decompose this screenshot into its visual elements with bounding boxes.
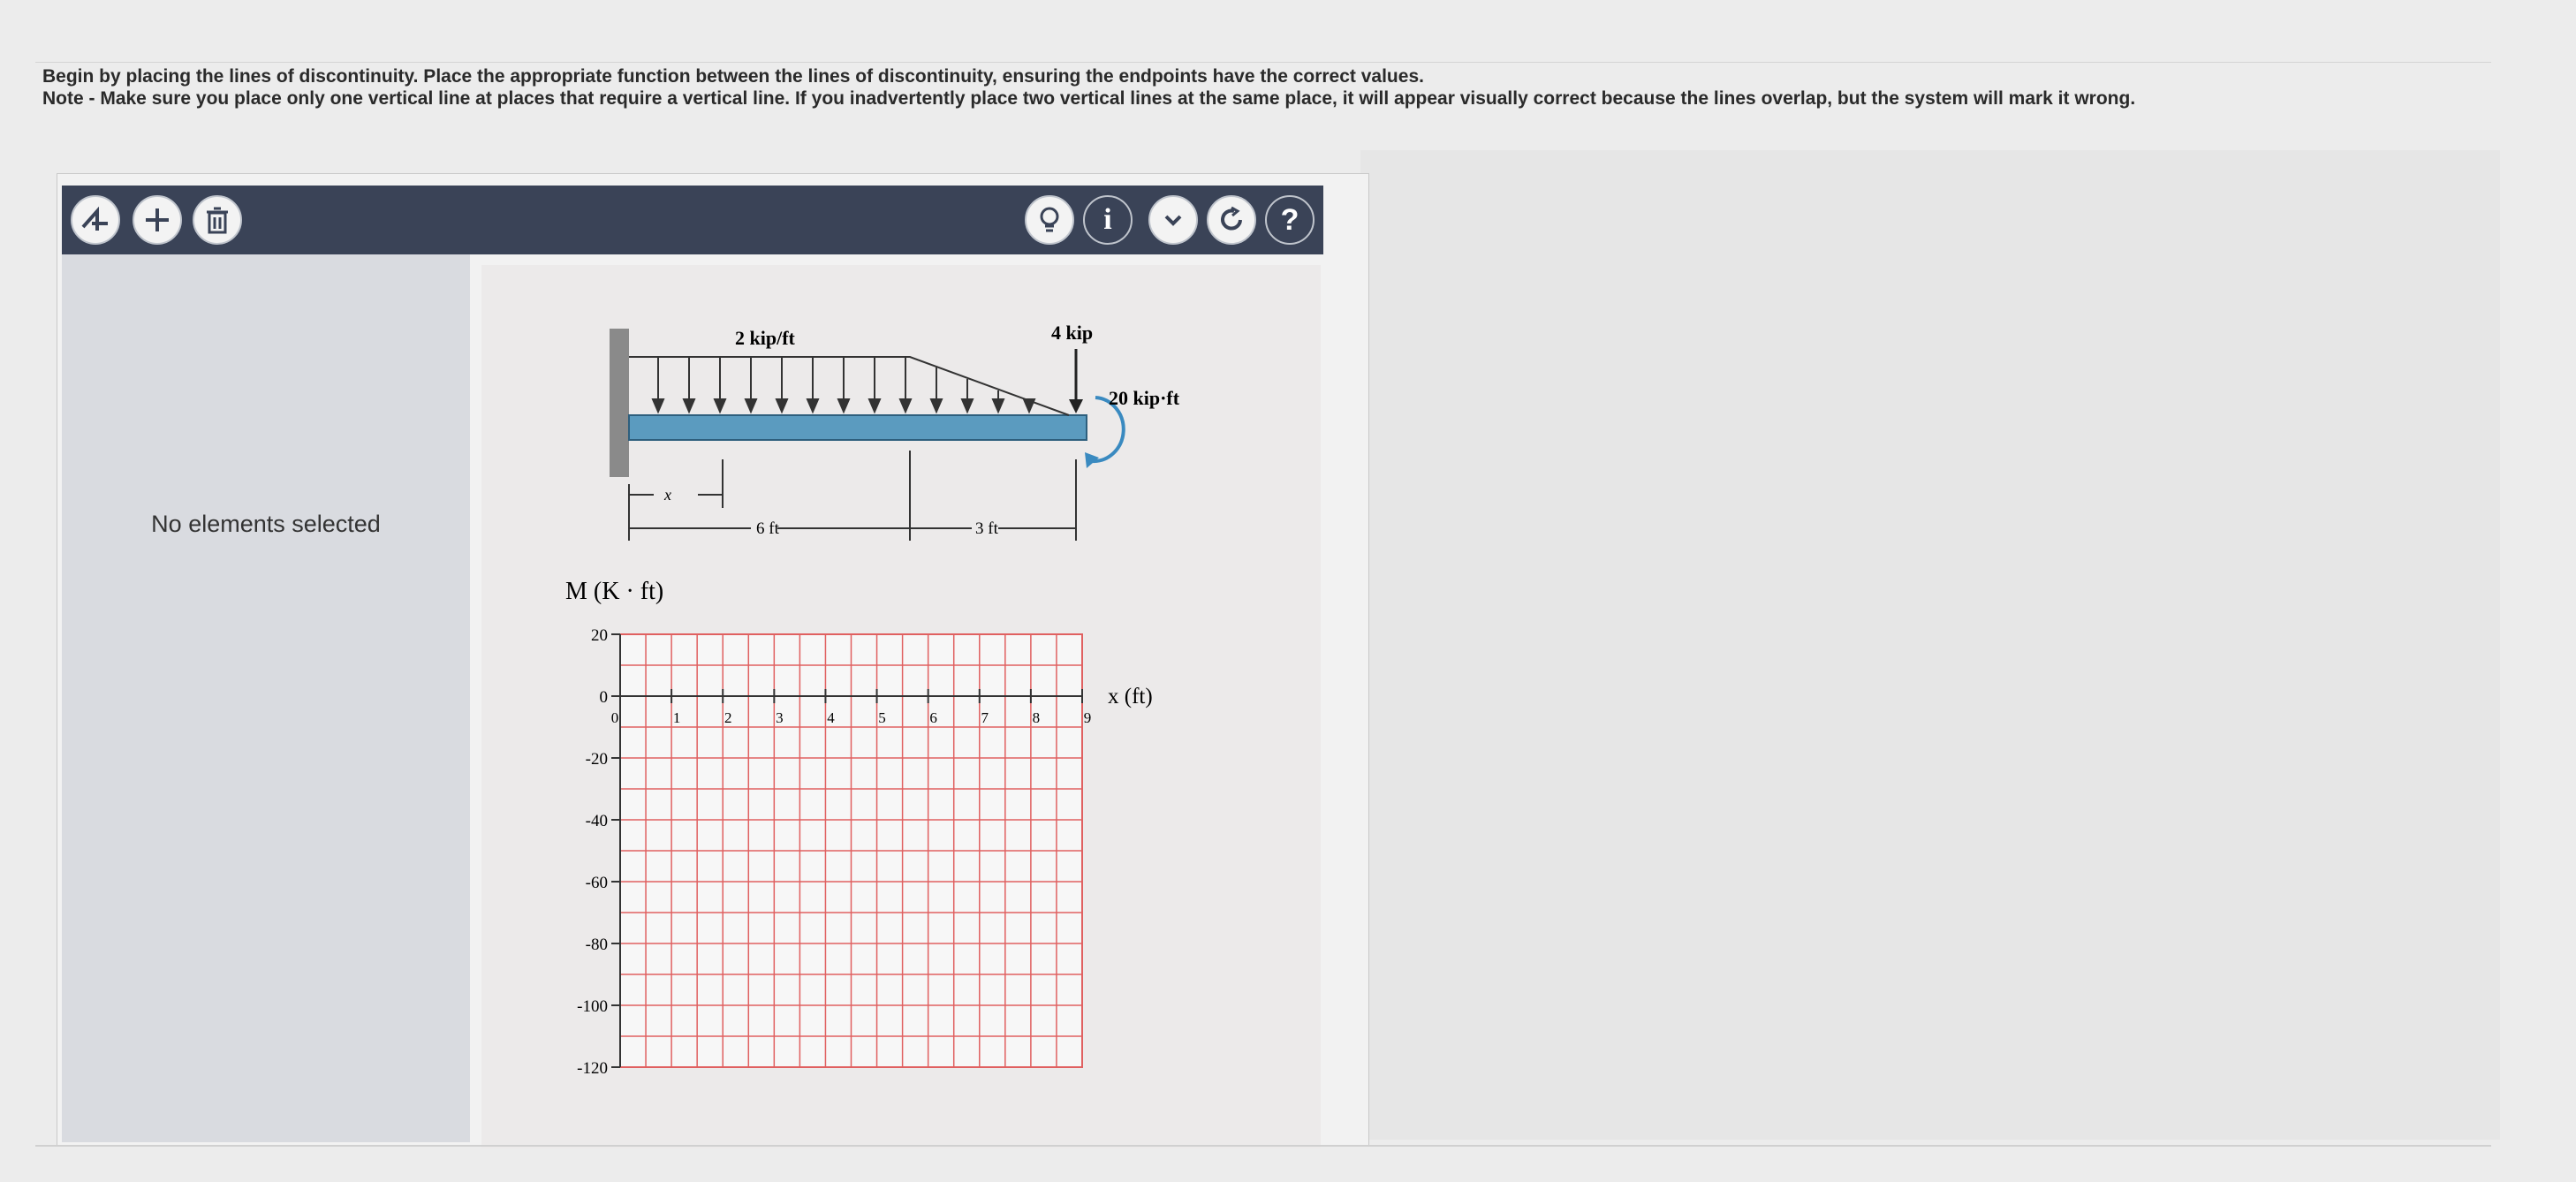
instruction-note: Note - Make sure you place only one vertical line at places that require a vertical line. If you inadvertently place two vertical lines at the same place, it will appear visually correct because the lines overlap, but the system will mark it wrong. [42, 88, 2136, 109]
x-dimension-label: x [664, 486, 671, 504]
y-tick-label: 20 [591, 626, 608, 645]
x-tick-label: 8 [1032, 709, 1041, 726]
instruction-line-1: Begin by placing the lines of discontinuity. Place the appropriate function between the lines of discontinuity, ensuring the endpoints have the correct values. [42, 66, 1424, 87]
y-tick-label: -60 [585, 874, 608, 892]
y-tick-label: 0 [599, 688, 608, 707]
y-axis-label: M (K · ft) [565, 578, 664, 605]
x-tick-label: 6 [929, 709, 937, 726]
dim-6ft-label: 6 ft [756, 519, 779, 538]
wall-support [610, 329, 629, 477]
x-tick-label: 2 [724, 709, 732, 726]
bottom-divider [35, 1145, 2491, 1147]
load-arrows [653, 357, 1034, 412]
x-tick-label: 7 [981, 709, 989, 726]
x-tick-label: 4 [827, 709, 835, 726]
point-load-label: 4 kip [1051, 322, 1094, 344]
selection-status: No elements selected [151, 511, 381, 537]
x-tick-label: 0 [610, 709, 619, 726]
y-tick-label: -40 [585, 812, 608, 830]
y-tick-label: -100 [577, 997, 608, 1016]
load-outline [629, 357, 1069, 415]
beam [629, 415, 1087, 440]
dimension-lines [629, 451, 1076, 541]
y-tick-label: -80 [585, 936, 608, 954]
distributed-load-label: 2 kip/ft [735, 327, 795, 349]
y-tick-labels [577, 626, 620, 1078]
x-axis-label: x (ft) [1108, 685, 1153, 708]
x-tick-label: 5 [878, 709, 886, 726]
next-section-peek [53, 1164, 177, 1182]
moment-grid[interactable] [620, 634, 1082, 1067]
info-icon: i [1103, 203, 1112, 236]
y-tick-label: -120 [577, 1059, 608, 1078]
moment-label: 20 kip·ft [1109, 387, 1180, 409]
help-icon: ? [1280, 202, 1299, 237]
dim-3ft-label: 3 ft [975, 519, 998, 538]
x-tick-label: 1 [672, 709, 681, 726]
x-tick-label: 3 [776, 709, 784, 726]
point-load-arrowhead [1069, 399, 1083, 413]
y-tick-label: -20 [585, 750, 608, 769]
x-tick-label: 9 [1083, 709, 1092, 726]
